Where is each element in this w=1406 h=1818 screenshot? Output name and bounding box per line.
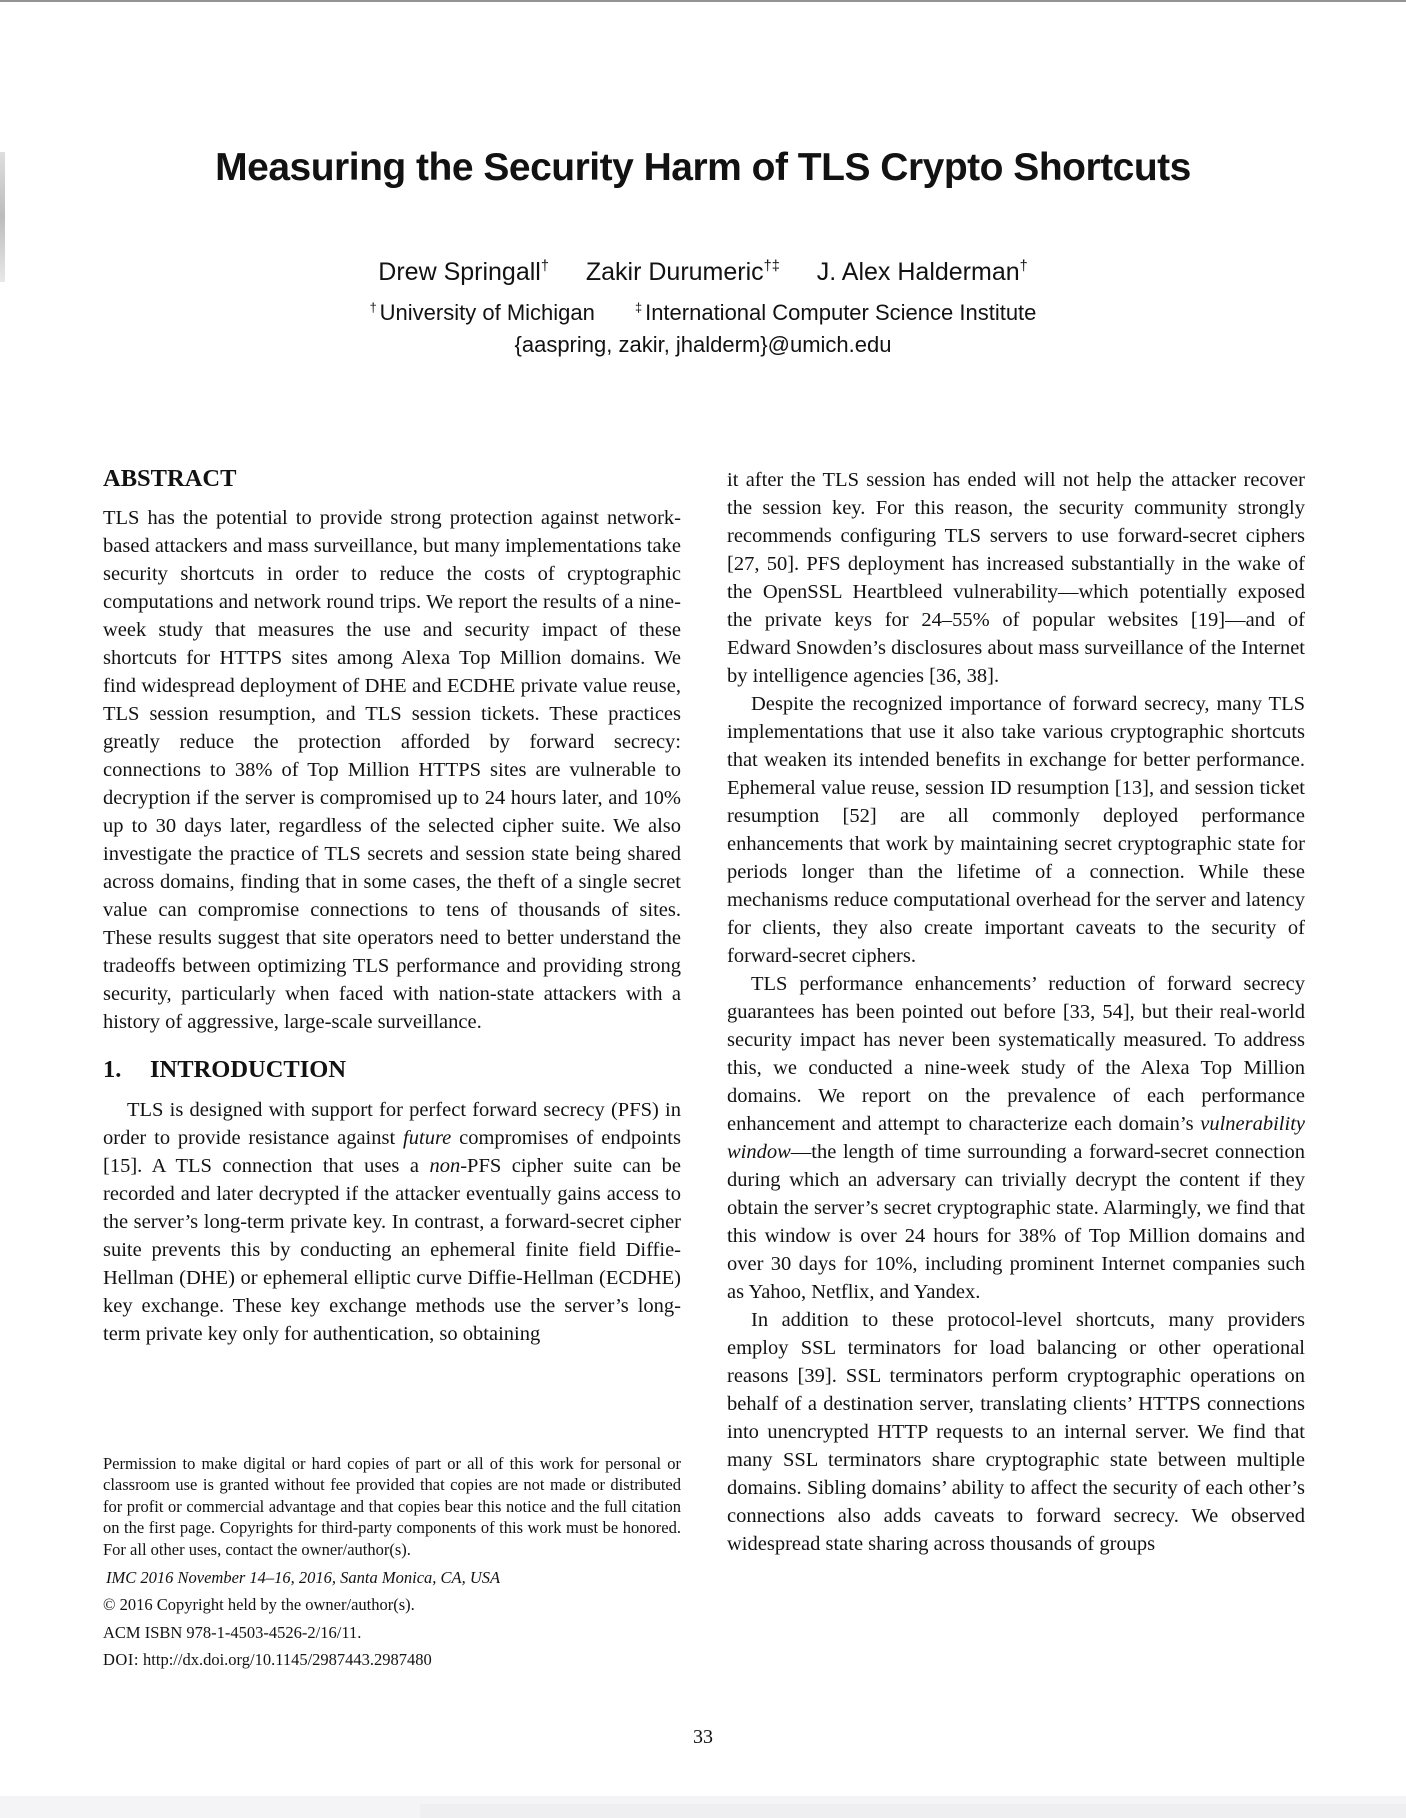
body-paragraph: Despite the recognized importance of forward secrecy, many TLS implementations that use it also take various cryptographic shortcuts that weaken its intended benefits in exchange for better performance. Ephemeral value reuse, session ID resumption [13], and session ticket resumption [52] are all commonly deployed performance enhancements that work by maintaining secret cryptographic state for periods longer than the lifetime of a connection. While these mechanisms reduce computational overhead for the server and latency for clients, they also create important caveats to the security of forward-secret ciphers. bbox=[727, 693, 1305, 967]
body-text: PFS cipher suite can be recorded and later decrypted if the attacker eventually gains access to the server’s long-term private key. In contrast, a forward-secret cipher suite prevents this by conducting an ephemeral finite field Diffie-Hellman (DHE) or ephemeral elliptic curve Diffie-Hellman (ECDHE) key exchange. These key exchange methods use the server’s long-term private key only for authentication, so obtaining bbox=[103, 1154, 681, 1345]
author-name: Drew Springall bbox=[378, 258, 541, 286]
author bbox=[586, 258, 780, 286]
email-line: {aaspring, zakir, jhalderm}@umich.edu bbox=[514, 332, 892, 357]
affiliation bbox=[370, 300, 595, 325]
doi-url: http://dx.doi.org/10.1145/2987443.2987480 bbox=[143, 1650, 432, 1670]
paper-title: Measuring the Security Harm of TLS Crypto Shortcuts bbox=[215, 146, 1191, 189]
body-paragraph bbox=[727, 970, 1305, 1306]
body-text: —the length of time surrounding a forward-secret connection during which an adversary can trivially decrypt the content if they obtain the server’s secret cryptographic state. Alarmingly, we find that this window is over 24 hours for 38% of Top Million domains and over 30 days for 10%, including prominent Internet companies such as Yahoo, Netflix, and Yandex. bbox=[727, 1141, 1305, 1303]
copyright-block bbox=[103, 1453, 681, 1677]
affiliation-marker: ‡ bbox=[634, 300, 643, 315]
intro-paragraph bbox=[103, 1096, 681, 1348]
body-paragraph: it after the TLS session has ended will not help the attacker recover the session key. For this reason, the security community strongly recommends configuring TLS servers to use forward-secret ciphers [27, 50]. PFS deployment has increased substantially in the wake of the OpenSSL Heartbleed vulnerability—which potentially exposed the private keys for 24–55% of popular websites [19]—and of Edward Snowden’s disclosures about mass surveillance of the Internet by intelligence agencies [36, 38]. bbox=[727, 469, 1305, 687]
affiliation-marker: † bbox=[369, 300, 377, 315]
scan-artifact-top-edge bbox=[0, 0, 1406, 2]
permission-text: Permission to make digital or hard copies of part or all of this work for personal or classroom use is granted without fee provided that copies are not made or distributed for profit or commercial advantage and that copies bear this notice and the full citation on the first page. Copyrights for third-party components of this work must be honored. For all other uses, contact the owner/author(s). bbox=[103, 1454, 681, 1559]
body-text: TLS performance enhancements’ reduction of forward secrecy guarantees has been pointed out before [33, 54], but their real-world security impact has never been systematically measured. To address this, we conducted a nine-week study of the Alexa Top Million domains. We report on the prevalence of each performance enhancement and attempt to characterize each domain’s bbox=[727, 973, 1305, 1135]
body-paragraph: In addition to these protocol-level shortcuts, many providers employ SSL terminators for load balancing or other operational reasons [39]. SSL terminators perform cryptographic operations on behalf of a destination server, translating clients’ HTTPS connections into unencrypted HTTP requests to an internal server. We find that many SSL terminators share cryptographic state between multiple domains. Sibling domains’ ability to affect the security of each other’s connections also adds caveats to forward secrecy. We observed widespread state sharing across thousands of groups bbox=[727, 1309, 1305, 1555]
doi-line bbox=[103, 1649, 681, 1670]
author bbox=[378, 258, 549, 286]
section-number: 1. bbox=[103, 1055, 122, 1083]
author bbox=[817, 258, 1028, 286]
abstract-text: TLS has the potential to provide strong protection against network-based attackers and mass surveillance, but many implementations take security shortcuts in order to reduce the costs of cryptographic computations and network round trips. We report the results of a nine-week study that measures the use and security impact of these shortcuts for HTTPS sites among Alexa Top Million domains. We find widespread deployment of DHE and ECDHE private value reuse, TLS session resumption, and TLS session tickets. These practices greatly reduce the protection afforded by forward secrecy: connections to 38% of Top Million HTTPS sites are vulnerable to decryption if the server is compromised up to 24 hours later, and 10% up to 30 days later, regardless of the selected cipher suite. We also investigate the practice of TLS secrets and session state being shared across domains, finding that in some cases, the theft of a single secret value can compromise connections to tens of thousands of sites. These results suggest that site operators need to better understand the tradeoffs between optimizing TLS performance and providing strong security, particularly when faced with nation-state attackers with a history of aggressive, large-scale surveillance. bbox=[103, 506, 681, 1033]
author-name: J. Alex Halderman bbox=[816, 258, 1020, 286]
author-name: Zakir Durumeric bbox=[585, 258, 764, 286]
affiliation-name: University of Michigan bbox=[379, 300, 595, 326]
affiliation-name: International Computer Science Institute bbox=[645, 300, 1037, 326]
author-affiliation-marker: † bbox=[1019, 258, 1028, 275]
isbn-line: ACM ISBN 978-1-4503-4526-2/16/11. bbox=[103, 1622, 362, 1642]
page-number: 33 bbox=[693, 1726, 713, 1748]
italic-term: vulnerability window bbox=[727, 1113, 1305, 1163]
doi-label: DOI: bbox=[103, 1650, 139, 1670]
left-column bbox=[103, 466, 681, 1348]
copyright-line: © 2016 Copyright held by the owner/author(s). bbox=[103, 1595, 415, 1615]
author-affiliation-marker: † bbox=[540, 258, 549, 275]
author-line bbox=[0, 258, 1406, 287]
scan-artifact-bottom-strip bbox=[420, 1804, 1406, 1818]
italic-term: future bbox=[403, 1126, 452, 1149]
introduction-heading bbox=[103, 1057, 681, 1084]
abstract-heading: ABSTRACT bbox=[103, 465, 237, 492]
right-column bbox=[727, 466, 1305, 1558]
author-affiliation-marker: †‡ bbox=[763, 258, 780, 275]
conference-line: IMC 2016 November 14–16, 2016, Santa Monica, CA, USA bbox=[106, 1568, 501, 1588]
italic-term: non- bbox=[429, 1154, 468, 1177]
affiliation bbox=[635, 300, 1036, 325]
section-title: INTRODUCTION bbox=[150, 1055, 347, 1083]
affiliation-line bbox=[0, 300, 1406, 326]
body-text: compromises of endpoints [15]. A TLS connection that uses a bbox=[103, 1126, 681, 1177]
body-text: TLS is designed with support for perfect forward secrecy (PFS) in order to provide resistance against bbox=[103, 1098, 681, 1149]
